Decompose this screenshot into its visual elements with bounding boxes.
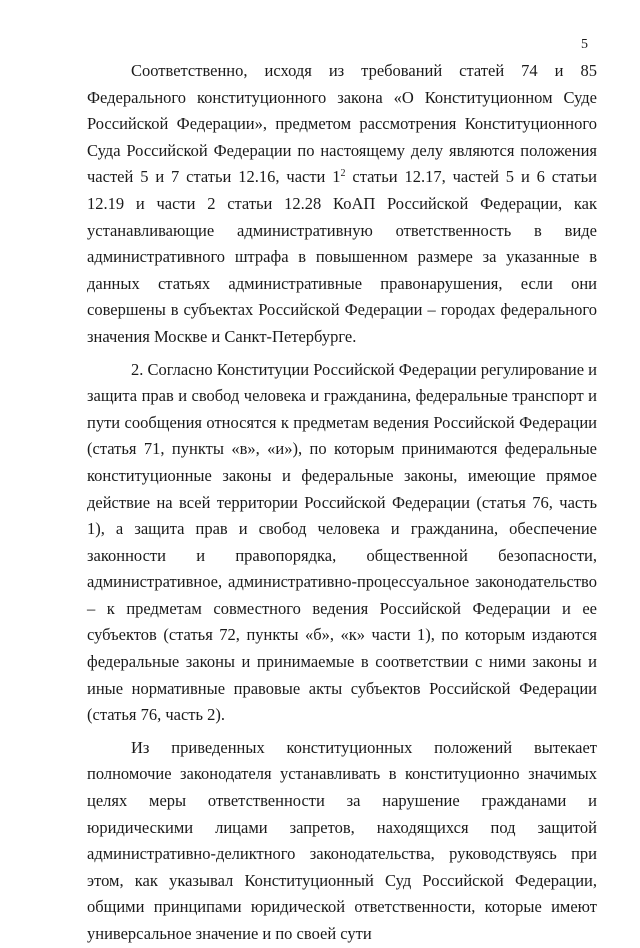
paragraph-3: Из приведенных конституционных положений вытекает полномочие законодателя устанавливать в конституционно значимых целях меры ответственности за нарушение гражданами и юридическими лицами запретов, находящихся под защитой административно-деликтного законодательства, руководствуясь при этом, как указывал Конституционный Суд Российской Федерации, общими принципами юридической ответственности, которые имеют универсальное значение и по своей сути (87, 737, 597, 943)
superscript-index: 2 (340, 168, 346, 180)
document-body (87, 58, 597, 948)
paragraph-1 (87, 58, 597, 351)
paragraph-2: 2. Согласно Конституции Российской Федерации регулирование и защита прав и свобод человека и гражданина, федеральные транспорт и пути сообщения относятся к предметам ведения Российской Федерации (статья 71, пункты «в», «и»), по которым принимаются федеральные конституционные законы и федеральные законы, имеющие прямое действие на всей территории Российской Федерации (статья 76, часть 1), а защита прав и свобод человека и гражданина, обеспечение законности и правопорядка, общественной безопасности, административное, административно-процессуальное законодательство – к предметам совместного ведения Российской Федерации и ее субъектов (статья 72, пункты «б», «к» части 1), по которым издаются федеральные законы и принимаемые в соответствии с ними законы и иные нормативные правовые акты субъектов Российской Федерации (статья 76, часть 2). (87, 359, 598, 725)
paragraph-1-text-end: статьи 12.17, частей 5 и 6 статьи 12.19 и части 2 статьи 12.28 КоАП Российской Федерации, как устанавливающие административную ответственность в виде административного штрафа в повышенном размере за указанные в данных статьях административные правонарушения, если они совершены в субъектах Российской Федерации – городах федерального значения Москве и Санкт-Петербурге. (87, 167, 597, 346)
page-number: 5 (581, 37, 588, 52)
paragraph-1-text-start: Соответственно, исходя из требований статей 74 и 85 Федерального конституционного закона «О Конституционном Суде Российской Федерации», предметом рассмотрения Конституционного Суда Российской Федерации по настоящему делу являются положения частей 5 и 7 статьи 12.16, части 1 (87, 61, 597, 187)
